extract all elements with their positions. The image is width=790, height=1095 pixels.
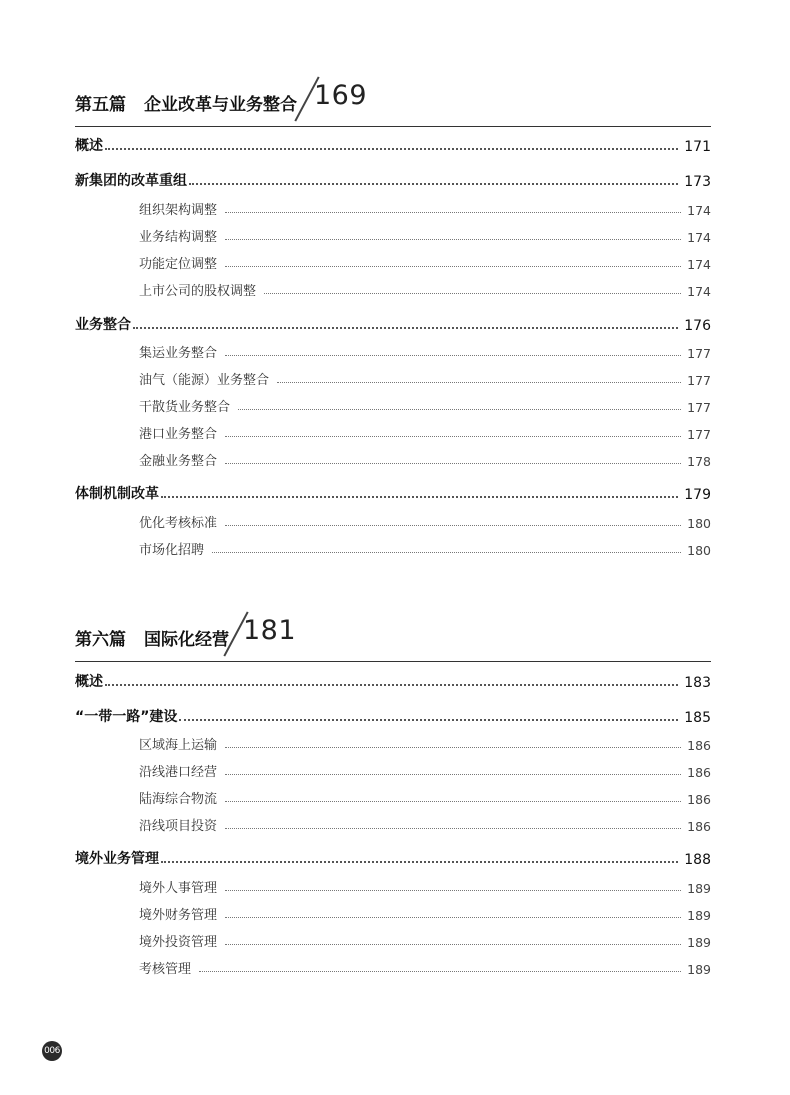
toc-subitem[interactable] (139, 876, 711, 896)
dot-leader (225, 436, 681, 437)
subitem-title: 境外投资管理 (139, 935, 218, 950)
section-page: 185 (684, 710, 711, 726)
part-page-number: 181 (243, 615, 297, 646)
toc-subitem[interactable] (139, 368, 711, 388)
dot-leader (133, 327, 678, 329)
dot-leader (225, 801, 681, 802)
part-title: 第五篇 企业改革与业务整合 (75, 95, 297, 115)
subitem-title: 金融业务整合 (139, 454, 218, 469)
subitem-page: 186 (687, 738, 711, 753)
toc-section[interactable] (75, 848, 711, 868)
subitem-page: 186 (687, 819, 711, 834)
subitem-title: 沿线项目投资 (139, 819, 218, 834)
subitem-page: 186 (687, 792, 711, 807)
subitem-page: 177 (687, 373, 711, 388)
subitem-page: 180 (687, 516, 711, 531)
subitem-page: 186 (687, 765, 711, 780)
part-title: 第六篇 国际化经营 (75, 630, 229, 650)
subitem-title: 港口业务整合 (139, 427, 218, 442)
dot-leader (264, 293, 681, 294)
section-title: 境外业务管理 (75, 851, 159, 867)
toc-subitem[interactable] (139, 957, 711, 977)
dot-leader (225, 239, 681, 240)
toc-subitem[interactable] (139, 395, 711, 415)
toc-section[interactable] (75, 671, 711, 691)
toc-subitem[interactable] (139, 449, 711, 469)
dot-leader (212, 552, 681, 553)
dot-leader (277, 382, 681, 383)
toc-subitem[interactable] (139, 814, 711, 834)
dot-leader (225, 917, 681, 918)
toc-section[interactable] (75, 706, 711, 726)
dot-leader (199, 971, 681, 972)
toc-subitem[interactable] (139, 903, 711, 923)
dot-leader (105, 684, 678, 686)
subitem-title: 上市公司的股权调整 (139, 284, 257, 299)
toc-section[interactable] (75, 135, 711, 155)
page-folio-badge: 006 (42, 1041, 62, 1061)
subitem-title: 陆海综合物流 (139, 792, 218, 807)
section-page: 173 (684, 174, 711, 190)
subitem-title: 考核管理 (139, 962, 192, 977)
toc-subitem[interactable] (139, 733, 711, 753)
subitem-title: 区域海上运输 (139, 738, 218, 753)
heading-rule (75, 126, 711, 127)
section-page: 179 (684, 487, 711, 503)
section-page: 171 (684, 139, 711, 155)
section-title: 概述 (75, 138, 103, 154)
subitem-title: 组织架构调整 (139, 203, 218, 218)
dot-leader (105, 148, 678, 150)
toc-section[interactable] (75, 170, 711, 190)
dot-leader (179, 719, 678, 721)
toc-subitem[interactable] (139, 252, 711, 272)
subitem-page: 189 (687, 962, 711, 977)
subitem-page: 174 (687, 230, 711, 245)
subitem-title: 集运业务整合 (139, 346, 218, 361)
subitem-title: 业务结构调整 (139, 230, 218, 245)
toc-subitem[interactable] (139, 279, 711, 299)
toc-subitem[interactable] (139, 422, 711, 442)
subitem-page: 178 (687, 454, 711, 469)
subitem-page: 180 (687, 543, 711, 558)
dot-leader (225, 747, 681, 748)
dot-leader (225, 355, 681, 356)
subitem-page: 177 (687, 427, 711, 442)
subitem-page: 174 (687, 284, 711, 299)
toc-subitem[interactable] (139, 538, 711, 558)
dot-leader (161, 861, 678, 863)
subitem-page: 189 (687, 935, 711, 950)
section-title: 体制机制改革 (75, 486, 159, 502)
dot-leader (225, 463, 681, 464)
toc-subitem[interactable] (139, 341, 711, 361)
subitem-title: 境外财务管理 (139, 908, 218, 923)
dot-leader (225, 525, 681, 526)
subitem-page: 174 (687, 203, 711, 218)
toc-section[interactable] (75, 483, 711, 503)
dot-leader (238, 409, 681, 410)
toc-section[interactable] (75, 314, 711, 334)
subitem-title: 油气（能源）业务整合 (139, 373, 270, 388)
toc-subitem[interactable] (139, 225, 711, 245)
dot-leader (225, 212, 681, 213)
dot-leader (189, 183, 678, 185)
toc-subitem[interactable] (139, 787, 711, 807)
toc-subitem[interactable] (139, 511, 711, 531)
subitem-page: 177 (687, 346, 711, 361)
heading-rule (75, 661, 711, 662)
section-title: 业务整合 (75, 317, 131, 333)
subitem-title: 功能定位调整 (139, 257, 218, 272)
section-page: 183 (684, 675, 711, 691)
subitem-title: 优化考核标准 (139, 516, 218, 531)
subitem-title: 沿线港口经营 (139, 765, 218, 780)
dot-leader (225, 890, 681, 891)
dot-leader (225, 944, 681, 945)
section-page: 188 (684, 852, 711, 868)
subitem-title: 境外人事管理 (139, 881, 218, 896)
part-page-number: 169 (314, 80, 368, 111)
subitem-page: 177 (687, 400, 711, 415)
toc-subitem[interactable] (139, 760, 711, 780)
subitem-page: 174 (687, 257, 711, 272)
subitem-title: 市场化招聘 (139, 543, 205, 558)
toc-subitem[interactable] (139, 930, 711, 950)
dot-leader (225, 266, 681, 267)
dot-leader (161, 496, 678, 498)
subitem-page: 189 (687, 881, 711, 896)
subitem-page: 189 (687, 908, 711, 923)
section-title: 新集团的改革重组 (75, 173, 187, 189)
section-page: 176 (684, 318, 711, 334)
dot-leader (225, 828, 681, 829)
dot-leader (225, 774, 681, 775)
toc-subitem[interactable] (139, 198, 711, 218)
section-title: “一带一路”建设 (75, 709, 178, 725)
subitem-title: 干散货业务整合 (139, 400, 231, 415)
section-title: 概述 (75, 674, 103, 690)
